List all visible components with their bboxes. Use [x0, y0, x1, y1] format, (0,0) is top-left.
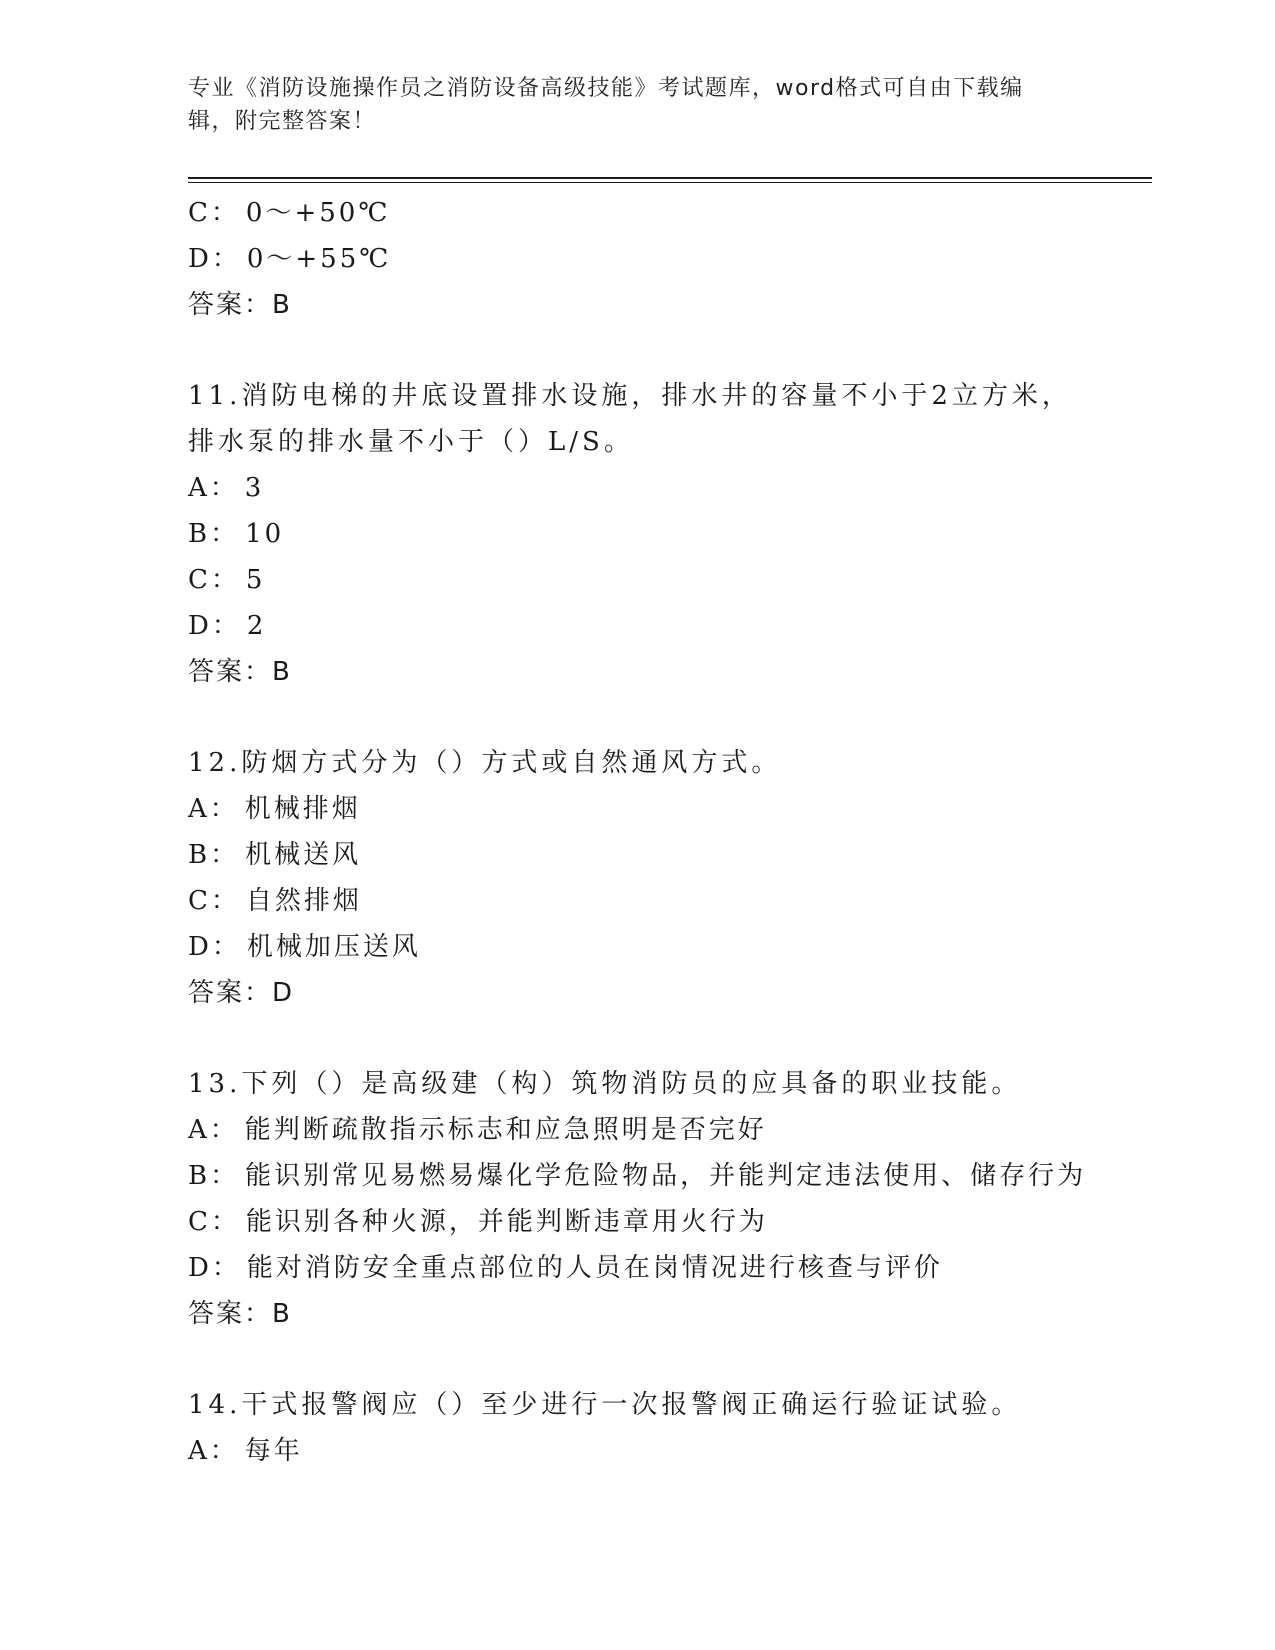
option-d	[188, 924, 1108, 970]
option-key: A：	[188, 1436, 239, 1466]
option-key: D：	[188, 244, 241, 274]
option-text: 每年	[244, 1436, 303, 1466]
option-text: 机械送风	[245, 840, 362, 870]
document-body	[188, 190, 1108, 1474]
question-11	[188, 373, 1108, 695]
option-text: 自然排烟	[245, 886, 362, 916]
option-key: B：	[188, 840, 240, 870]
option-text: 能识别各种火源，并能判断违章用火行为	[245, 1207, 768, 1237]
option-key: C：	[188, 886, 240, 916]
option-key: A：	[188, 1115, 239, 1145]
option-key: D：	[188, 932, 241, 962]
option-key: A：	[188, 473, 239, 503]
header-rule-thin	[188, 182, 1152, 183]
option-key: C：	[188, 565, 240, 595]
option-text: 机械加压送风	[246, 932, 421, 962]
option-c	[188, 878, 1108, 924]
answer-line: 答案：B	[188, 290, 292, 320]
header-line-2: 辑，附完整答案！	[188, 109, 377, 134]
option-text: 2	[246, 611, 267, 641]
option-text: 机械排烟	[244, 794, 361, 824]
answer-line: 答案：D	[188, 978, 295, 1008]
header-line-1: 专业《消防设施操作员之消防设备高级技能》考试题库，word格式可自由下载编	[188, 76, 1024, 101]
option-text: 0～+50℃	[245, 198, 391, 228]
option-d	[188, 236, 1108, 282]
option-text: 能对消防安全重点部位的人员在岗情况进行核查与评价	[246, 1253, 943, 1283]
option-text: 10	[245, 519, 285, 549]
question-stem: 12.防烟方式分为（）方式或自然通风方式。	[188, 748, 782, 778]
question-14	[188, 1382, 1108, 1474]
page-header	[188, 72, 1088, 138]
option-key: C：	[188, 198, 240, 228]
option-key: D：	[188, 1253, 241, 1283]
option-text: 能识别常见易燃易爆化学危险物品，并能判定违法使用、储存行为	[245, 1161, 1087, 1191]
option-key: C：	[188, 1207, 240, 1237]
option-key: B：	[188, 519, 240, 549]
option-key: A：	[188, 794, 239, 824]
option-b	[188, 1153, 1108, 1199]
answer-line: 答案：B	[188, 657, 292, 687]
option-text: 5	[245, 565, 266, 595]
question-stem: 11.消防电梯的井底设置排水设施，排水井的容量不小于2立方米，排水泵的排水量不小于（）L/S。	[188, 381, 1072, 457]
option-c	[188, 557, 1108, 603]
option-text: 0～+55℃	[246, 244, 392, 274]
question-13	[188, 1061, 1108, 1337]
option-d	[188, 603, 1108, 649]
option-a	[188, 1428, 1108, 1474]
option-text: 能判断疏散指示标志和应急照明是否完好	[244, 1115, 767, 1145]
answer-line: 答案：B	[188, 1299, 292, 1329]
option-b	[188, 511, 1108, 557]
option-key: D：	[188, 611, 241, 641]
option-d	[188, 1245, 1108, 1291]
question-12	[188, 740, 1108, 1016]
option-a	[188, 1107, 1108, 1153]
question-10-tail	[188, 190, 1108, 328]
option-b	[188, 832, 1108, 878]
option-key: B：	[188, 1161, 240, 1191]
option-a	[188, 786, 1108, 832]
option-a	[188, 465, 1108, 511]
option-c	[188, 190, 1108, 236]
header-rule-thick	[188, 177, 1152, 179]
option-c	[188, 1199, 1108, 1245]
question-stem: 13.下列（）是高级建（构）筑物消防员的应具备的职业技能。	[188, 1069, 1022, 1099]
option-text: 3	[244, 473, 265, 503]
question-stem: 14.干式报警阀应（）至少进行一次报警阀正确运行验证试验。	[188, 1390, 1022, 1420]
